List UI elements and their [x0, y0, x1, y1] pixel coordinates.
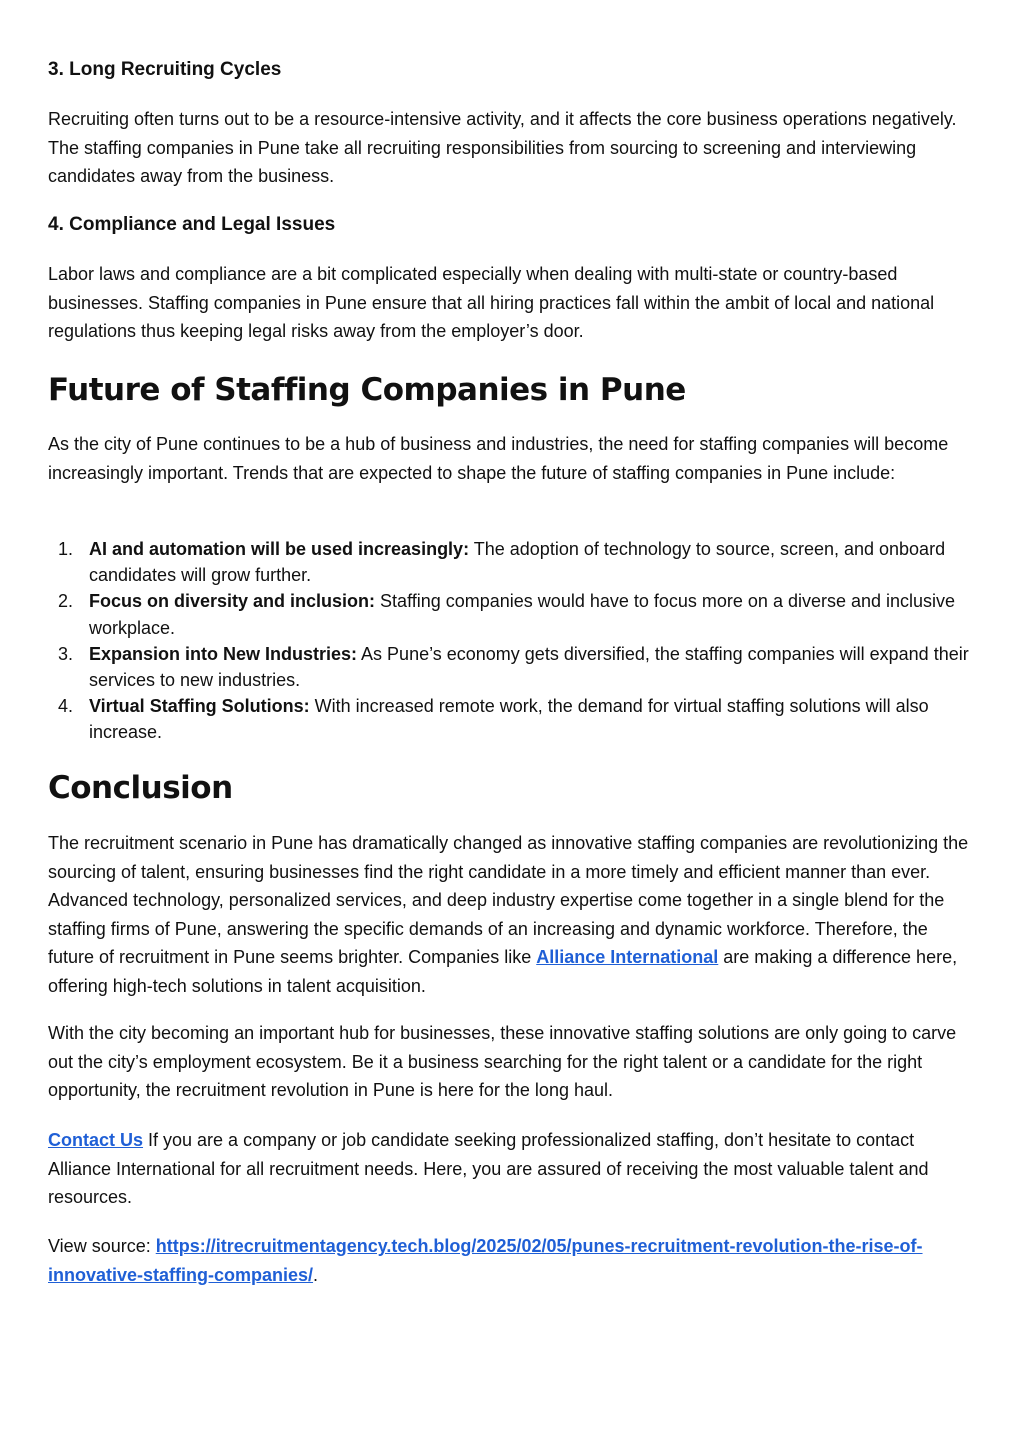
conclusion-text-before-link: The recruitment scenario in Pune has dramatically changed as innovative staffing companies are revolutionizing the sourcing of talent, ensuring businesses find the right candidate in a more timely and efficient manner than ever. Advanced technology, personalized services, and deep industry expertise come together in a single blend for the staffing firms of Pune, answering the specific demands of an increasing and dynamic workforce. Therefore, the future of recruitment in Pune seems brighter. Companies like [48, 833, 969, 967]
list-item [48, 641, 978, 693]
list-item-number: 1. [58, 539, 74, 559]
paragraph-view-source [48, 1232, 978, 1289]
contact-us-link[interactable]: Contact Us [48, 1130, 144, 1150]
list-item-title: Virtual Staffing Solutions: [89, 696, 310, 717]
paragraph-conclusion-1 [48, 829, 978, 1000]
list-item-text: As Pune’s economy gets diversified, the staffing companies will expand their services to new industries. [89, 643, 969, 691]
list-item-text: With increased remote work, the demand for virtual staffing solutions will also increase. [89, 696, 929, 743]
paragraph-conclusion-2: With the city becoming an important hub for businesses, these innovative staffing solutions are only going to carve out the city’s employment ecosystem. Be it a business searching for the right talent or a candidate for the right opportunity, the recruitment revolution in Pune is here for the long haul. [48, 1023, 957, 1100]
list-item-number: 2. [58, 591, 74, 612]
list-item-number: 3. [58, 643, 74, 664]
view-source-end: . [313, 1264, 319, 1285]
list-item-number: 4. [58, 696, 74, 717]
heading-long-recruiting-cycles: 3. Long Recruiting Cycles [48, 59, 282, 80]
list-item-title: AI and automation will be used increasingly: [89, 539, 470, 559]
list-item-text: The adoption of technology to source, screen, and onboard candidates will grow further. [89, 539, 946, 586]
paragraph-long-recruiting: Recruiting often turns out to be a resource-intensive activity, and it affects the core business operations negatively. The staffing companies in Pune take all recruiting responsibilities from sourcing to screening and interviewing candidates away from the business. [48, 109, 957, 186]
list-item [48, 536, 978, 588]
list-item [48, 588, 978, 640]
alliance-international-link[interactable]: Alliance International [536, 947, 719, 967]
source-url-link[interactable]: https://itrecruitmentagency.tech.blog/2025/02/05/punes-recruitment-revolution-the-rise-of-innovative-staffing-companies/ [48, 1236, 923, 1285]
heading-future-staffing: Future of Staffing Companies in Pune [48, 372, 686, 408]
contact-text: If you are a company or job candidate seeking professionalized staffing, don’t hesitate to contact Alliance International for all recruitment needs. Here, you are assured of receiving the most valuable talent and resources. [48, 1130, 929, 1207]
list-item [48, 693, 978, 745]
view-source-label: View source: [48, 1236, 156, 1256]
list-item-text: Staffing companies would have to focus more on a diverse and inclusive workplace. [89, 591, 956, 638]
paragraph-compliance: Labor laws and compliance are a bit complicated especially when dealing with multi-state or country-based businesses. Staffing companies in Pune ensure that all hiring practices fall within the ambit of local and national regulations thus keeping legal risks away from the employer’s door. [48, 264, 935, 341]
future-trends-list [48, 536, 978, 746]
paragraph-future-intro: As the city of Pune continues to be a hub of business and industries, the need for staffing companies will become increasingly important. Trends that are expected to shape the future of staffing companies in Pune include: [48, 434, 949, 483]
paragraph-contact [48, 1126, 978, 1212]
list-item-title: Focus on diversity and inclusion: [89, 591, 376, 612]
heading-conclusion: Conclusion [48, 770, 233, 806]
heading-compliance-legal: 4. Compliance and Legal Issues [48, 214, 336, 235]
list-item-title: Expansion into New Industries: [89, 643, 358, 664]
conclusion-text-after-link: are making a difference here, offering high-tech solutions in talent acquisition. [48, 947, 958, 996]
